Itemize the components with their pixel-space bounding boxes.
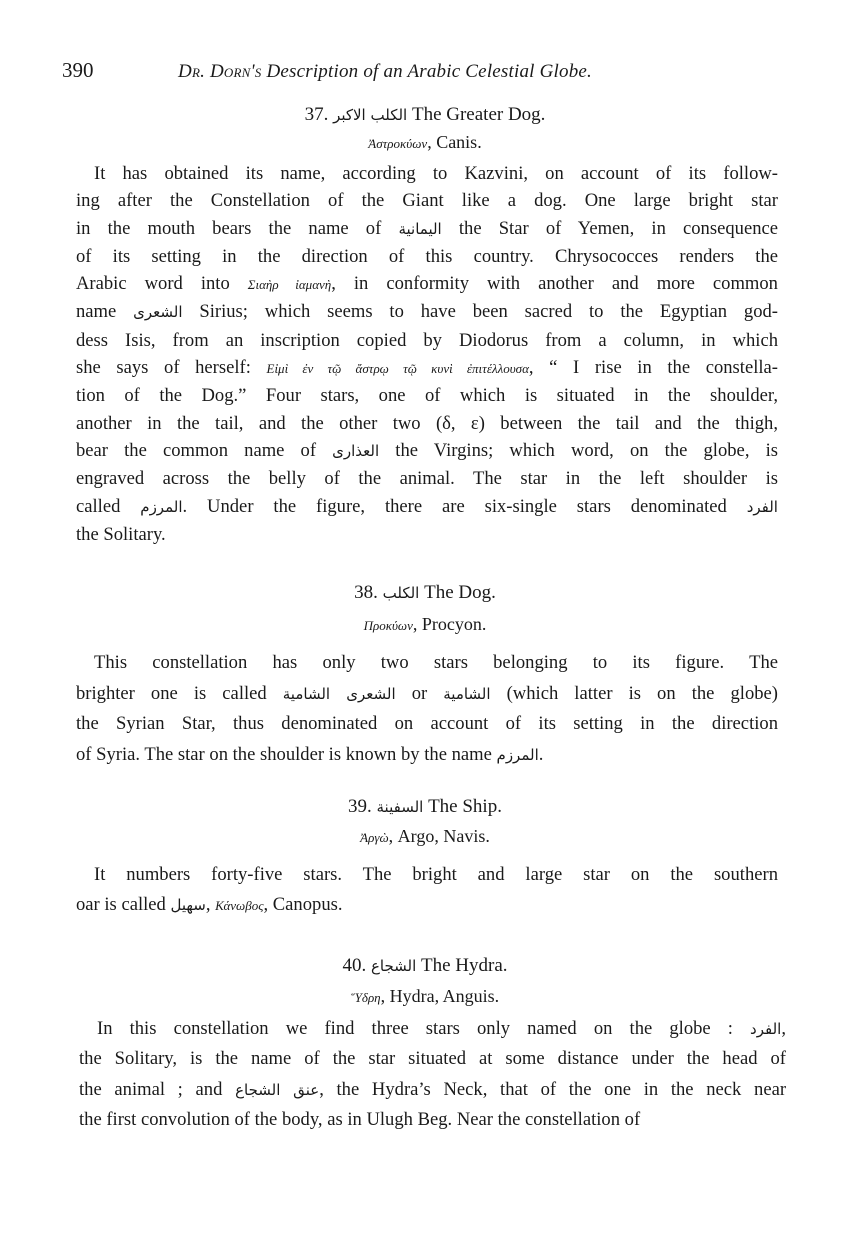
arabic-term: المرزم <box>140 497 183 516</box>
arabic-term: المرزم <box>496 745 539 764</box>
section-38-heading <box>0 582 850 604</box>
text-run: (which latter is on the globe) <box>490 682 778 704</box>
running-title-author: Dr. Dorn's <box>178 61 262 82</box>
text-run: Sirius; which seems to have been sacred to the Egyptian god- <box>182 301 778 323</box>
text-line <box>76 270 778 298</box>
running-title-text: Description of an Arabic Celestial Globe. <box>266 61 592 82</box>
text-run: engraved across the belly of the animal. The star in the left shoulder is <box>76 468 778 490</box>
text-run: , the Hydra’s Neck, that of the one in the neck near <box>319 1078 787 1100</box>
text-line <box>76 465 778 492</box>
text-line <box>76 679 778 710</box>
running-head <box>62 58 762 83</box>
text-run: ing after the Constellation of the Giant like a dog. One large bright star <box>76 190 778 212</box>
page-number: 390 <box>62 58 94 82</box>
section-40-latin-name: , Hydra, Anguis. <box>380 986 500 1006</box>
section-39-latin-name: , Argo, Navis. <box>388 826 490 846</box>
text-run: of Syria. The star on the shoulder is known by the name <box>76 743 497 765</box>
section-37-subheading <box>0 132 850 153</box>
text-run: , in conformity with another and more common <box>331 273 778 295</box>
arabic-term: الشعرى <box>133 303 183 322</box>
text-run: Arabic word into <box>76 273 248 295</box>
section-39-number: 39. <box>348 796 372 817</box>
section-40-paragraph <box>79 1014 786 1136</box>
text-line <box>76 890 778 921</box>
text-run: name <box>76 301 134 323</box>
text-run: It has obtained its name, according to Kazvini, on account of its follow- <box>94 163 778 184</box>
text-line <box>76 740 778 771</box>
text-run: It numbers forty-five stars. The bright and large star on the southern <box>94 864 778 885</box>
text-run: bear the common name of <box>76 439 333 461</box>
arabic-term: اليمانية <box>398 219 442 238</box>
text-line <box>76 354 778 382</box>
section-38-paragraph <box>76 648 778 770</box>
text-line <box>76 410 778 437</box>
text-run: or <box>395 682 444 704</box>
text-run: another in the tail, and the other two (δ, ε) between the tail and the thigh, <box>76 412 778 434</box>
text-line <box>76 160 778 187</box>
section-40-heading <box>0 955 850 977</box>
text-line <box>76 298 778 326</box>
arabic-term: الشامية <box>443 684 491 703</box>
text-run: , <box>781 1018 786 1039</box>
section-39-subheading <box>0 826 850 847</box>
section-37-latin-name: , Canis. <box>427 132 482 152</box>
text-line <box>79 1105 786 1135</box>
text-run: called <box>76 495 141 517</box>
text-run: . <box>538 743 544 765</box>
text-run: oar is called <box>76 894 171 915</box>
text-run: In this constellation we find three stars only named on the globe : <box>97 1018 751 1039</box>
text-line <box>76 860 778 890</box>
text-line <box>76 327 778 354</box>
text-run: the first convolution of the body, as in Ulugh Beg. Near the constellation of <box>79 1109 641 1131</box>
greek-term: Κάνωβος <box>215 898 264 913</box>
arabic-term: سهيل <box>170 896 206 914</box>
text-run: the animal ; and <box>79 1078 236 1100</box>
section-38-number: 38. <box>354 582 378 603</box>
section-37-title: The Greater Dog. <box>411 104 546 125</box>
section-39-arabic-name: السفينة <box>376 798 424 816</box>
text-run: the Star of Yemen, in consequence <box>441 217 778 239</box>
section-39-heading <box>0 796 850 818</box>
text-run: This constellation has only two stars belonging to its figure. The <box>94 652 778 673</box>
text-run: in the mouth bears the name of <box>76 217 399 239</box>
section-37-paragraph <box>76 160 778 548</box>
section-40-title: The Hydra. <box>421 955 508 976</box>
text-line <box>76 493 778 521</box>
section-38-title: The Dog. <box>424 582 496 603</box>
section-39-greek-name: Ἀργὼ <box>360 830 389 845</box>
text-run: , <box>205 894 216 915</box>
section-39-paragraph <box>76 860 778 921</box>
text-line <box>76 243 778 270</box>
section-37-heading <box>0 104 850 126</box>
greek-term: Σιαὴρ ἰαμανὴ <box>247 277 332 293</box>
text-run: the Virgins; which word, on the globe, is <box>379 439 778 461</box>
text-line <box>79 1044 786 1074</box>
text-line <box>76 437 778 465</box>
arabic-term: عنق الشجاع <box>235 1080 320 1099</box>
section-40-number: 40. <box>342 955 367 976</box>
arabic-term: الفرد <box>750 1020 782 1038</box>
text-run: of its setting in the direction of this country. Chrysococces renders the <box>76 245 778 267</box>
running-title <box>178 61 592 82</box>
text-line <box>79 1014 786 1044</box>
section-38-arabic-name: الكلب <box>382 584 420 602</box>
arabic-term: الشعرى الشامية <box>282 684 396 703</box>
text-line <box>79 1075 786 1105</box>
text-run: . Under the figure, there are six-single stars denominated <box>182 495 747 517</box>
text-run: tion of the Dog.” Four stars, one of which is situated in the shoulder, <box>76 385 778 407</box>
text-line <box>76 215 778 243</box>
greek-term: Εἰμὶ ἐν τῷ ἄστρῳ τῷ κυνὶ ἐπιτέλλουσα <box>266 361 529 377</box>
section-40-arabic-name: الشجاع <box>370 957 417 975</box>
text-run: , Canopus. <box>263 894 343 915</box>
text-line <box>76 382 778 409</box>
section-40-greek-name: Ὕδρη <box>350 990 381 1005</box>
section-38-greek-name: Προκύων <box>363 618 413 633</box>
text-line <box>76 709 778 740</box>
text-line <box>76 521 778 548</box>
text-run: the Solitary, is the name of the star situated at some distance under the head of <box>79 1048 786 1070</box>
section-38-subheading <box>0 614 850 635</box>
section-37-number: 37. <box>304 104 329 125</box>
section-37-greek-name: Ἀστροκύων <box>368 136 428 151</box>
text-run: dess Isis, from an inscription copied by Diodorus from a column, in which <box>76 329 778 351</box>
arabic-term: الفرد <box>746 497 778 516</box>
text-run: , “ I rise in the constella- <box>528 357 778 379</box>
section-38-latin-name: , Procyon. <box>412 614 487 634</box>
text-run: the Solitary. <box>76 523 166 545</box>
arabic-term: العذارى <box>332 441 380 460</box>
section-39-title: The Ship. <box>428 796 502 817</box>
text-run: the Syrian Star, thus denominated on account of its setting in the direction <box>76 713 778 734</box>
section-37-arabic-name: الكلب الاكبر <box>333 106 408 124</box>
text-run: she says of herself: <box>76 357 267 379</box>
text-line <box>76 187 778 214</box>
text-run: brighter one is called <box>76 682 283 704</box>
text-line <box>76 648 778 679</box>
section-40-subheading <box>0 986 850 1007</box>
